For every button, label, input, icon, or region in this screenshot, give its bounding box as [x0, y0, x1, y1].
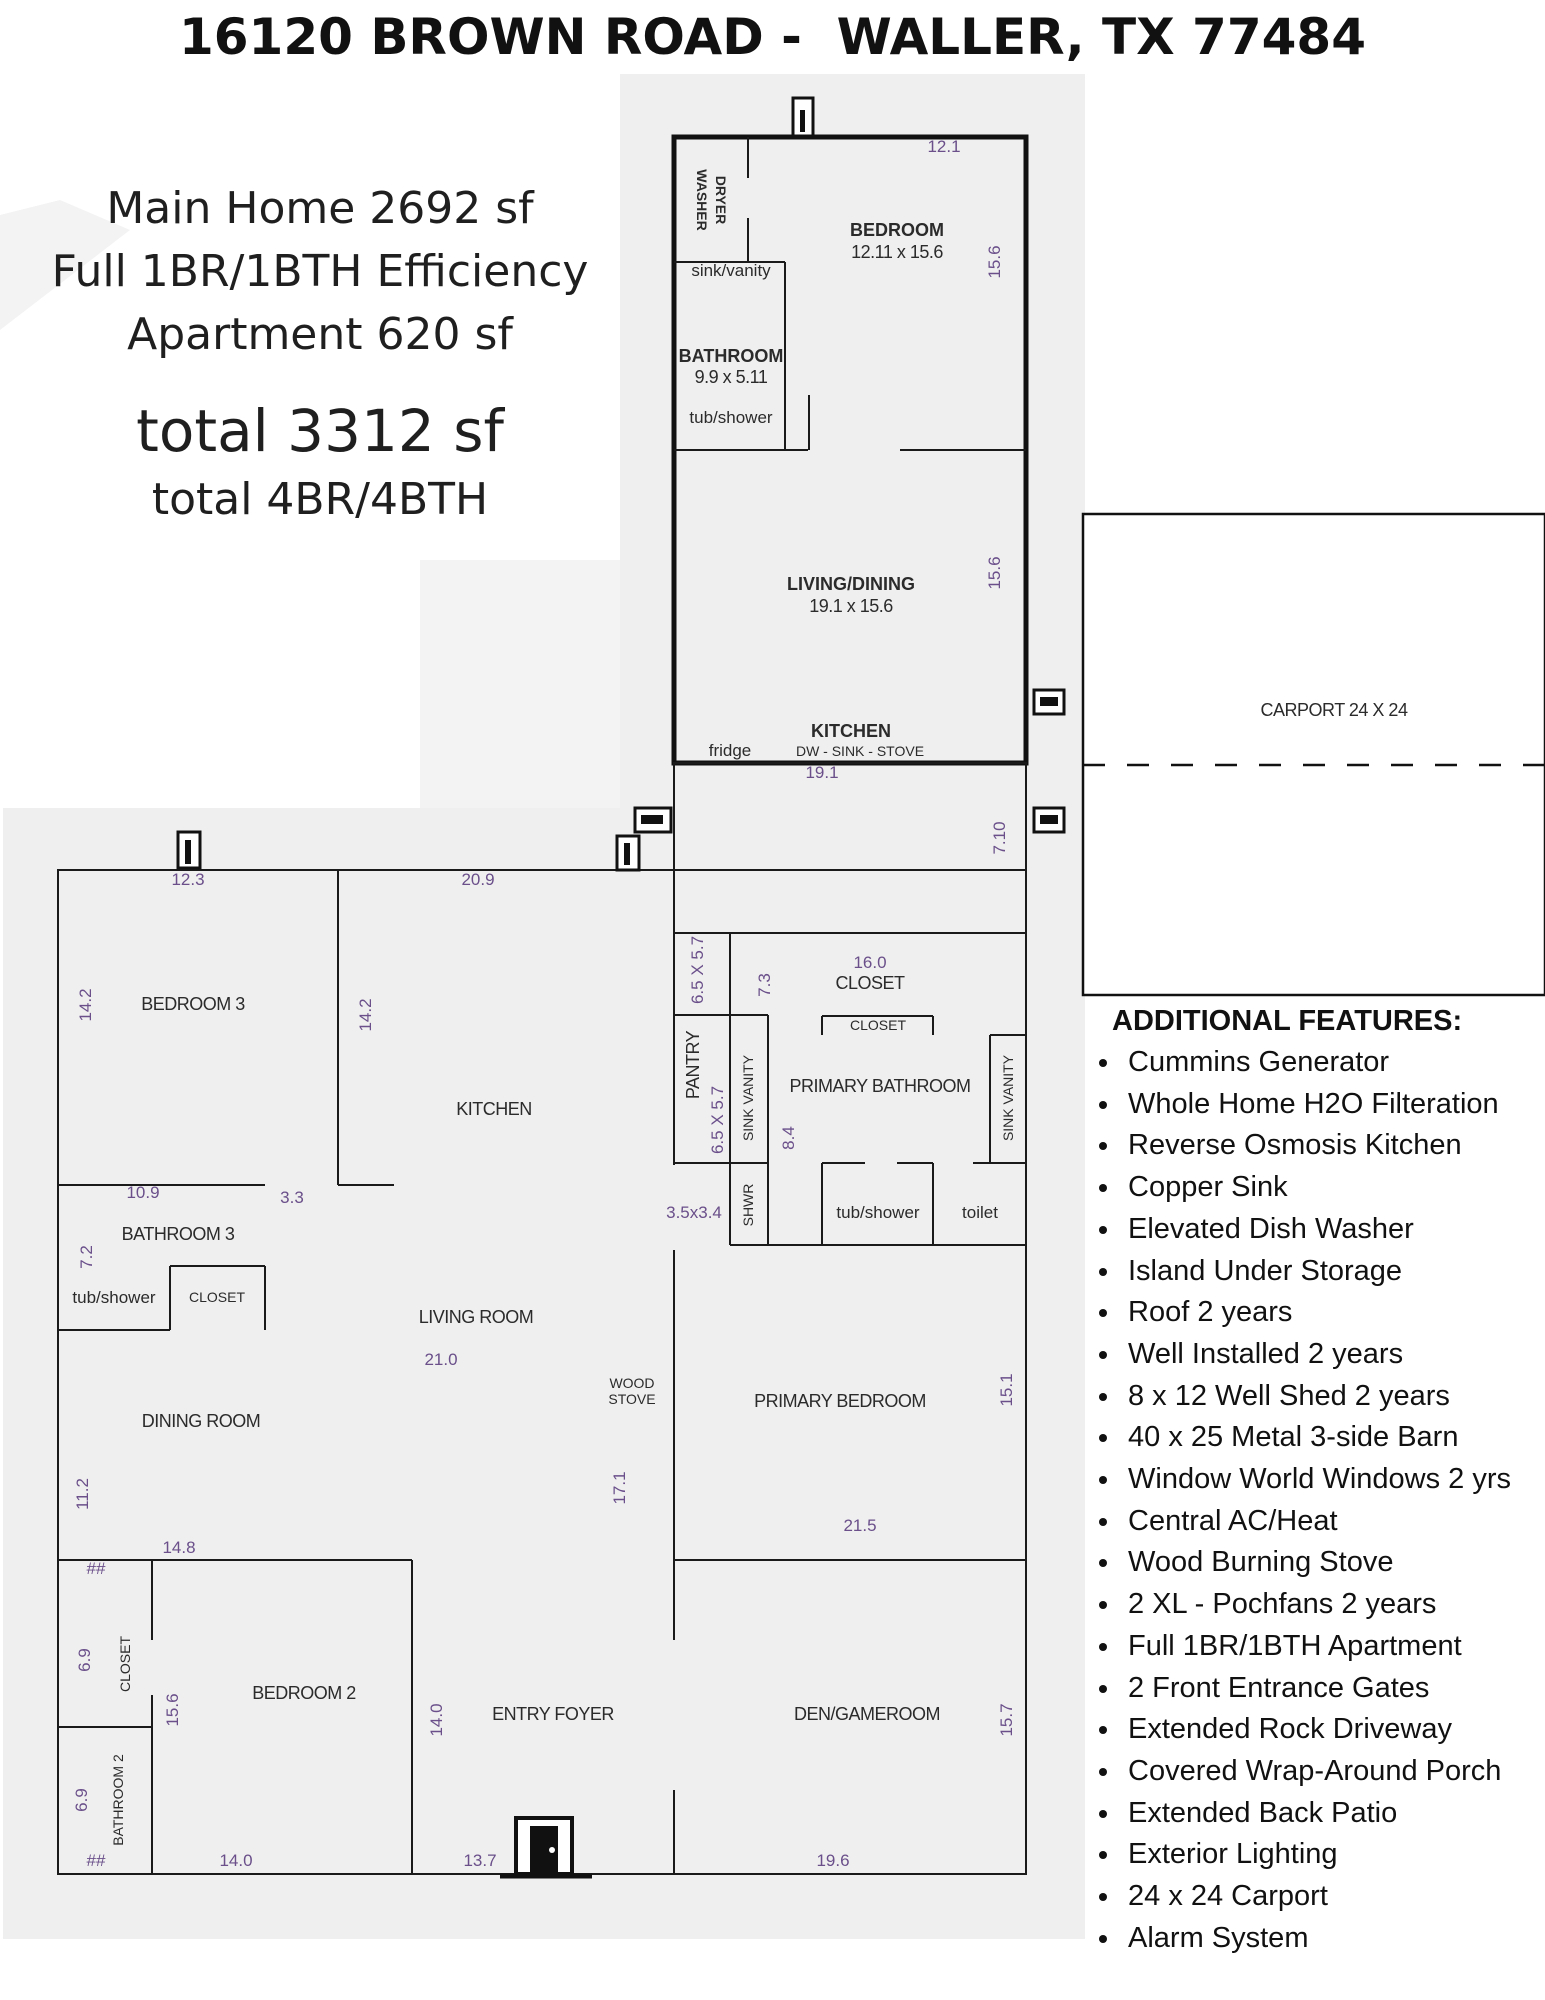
wood-stove-label-2: STOVE	[608, 1391, 656, 1407]
features-heading: ADDITIONAL FEATURES:	[1112, 1005, 1463, 1037]
washer-label: WASHER	[694, 169, 710, 231]
apt-fridge: fridge	[708, 741, 752, 760]
feature-item: • Roof 2 years	[1122, 1292, 1545, 1334]
bedroom2-dim-bottom: 14.0	[219, 1851, 253, 1870]
apt-tub-shower: tub/shower	[689, 408, 773, 427]
feature-item: • 2 Front Entrance Gates	[1122, 1668, 1545, 1710]
feature-item: • Window World Windows 2 yrs	[1122, 1459, 1545, 1501]
foyer-dim-bottom: 13.7	[463, 1851, 497, 1870]
apt-bathroom-size: 9.9 x 5.11	[694, 367, 768, 387]
bedroom3-dim-side: 14.2	[76, 988, 95, 1022]
summary-total-sf: total 3312 sf	[136, 397, 504, 465]
apt-sink-vanity: sink/vanity	[691, 261, 771, 280]
bathroom3-dim-top: 10.9	[126, 1183, 160, 1202]
additional-features	[1090, 1005, 1545, 1959]
dining-room-dim-side: 11.2	[73, 1478, 92, 1510]
bathroom2-label: BATHROOM 2	[110, 1754, 126, 1846]
apt-bedroom-dim-side: 15.6	[985, 245, 1004, 279]
den-label: DEN/GAMEROOM	[793, 1704, 941, 1724]
feature-item: • Cummins Generator	[1122, 1042, 1545, 1084]
closet-inner: CLOSET	[849, 1017, 907, 1033]
apt-kitchen-label: KITCHEN	[811, 721, 891, 741]
living-room-label: LIVING ROOM	[418, 1307, 534, 1327]
feature-item: • Reverse Osmosis Kitchen	[1122, 1125, 1545, 1167]
apt-kitchen-appliances: DW - SINK - STOVE	[795, 743, 925, 759]
primary-bedroom-label: PRIMARY BEDROOM	[754, 1391, 926, 1411]
pantry-label: PANTRY	[683, 1030, 703, 1100]
sink-vanity-left: SINK VANITY	[740, 1054, 756, 1142]
primary-bathroom-label: PRIMARY BATHROOM	[789, 1076, 971, 1096]
feature-item: • Elevated Dish Washer	[1122, 1209, 1545, 1251]
closet-dim-side: 7.3	[755, 973, 774, 997]
foyer-dim-side: 14.0	[427, 1703, 446, 1737]
apt-bedroom-size: 12.11 x 15.6	[851, 242, 943, 262]
apt-living-dim-side: 15.6	[985, 556, 1004, 590]
feature-item: • Extended Rock Driveway	[1122, 1709, 1545, 1751]
dining-room-dim-bottom: 14.8	[162, 1538, 196, 1557]
dining-room-label: DINING ROOM	[141, 1411, 261, 1431]
apt-living-label: LIVING/DINING	[786, 574, 916, 594]
bathroom2-mark-bottom: ##	[86, 1851, 106, 1870]
apt-kitchen-dim: 19.1	[805, 763, 839, 782]
hall-dim-17: 17.1	[610, 1471, 629, 1505]
feature-item: • Full 1BR/1BTH Apartment	[1122, 1626, 1545, 1668]
primary-tub: tub/shower	[836, 1203, 920, 1222]
summary-main-home: Main Home 2692 sf	[106, 183, 534, 234]
bathroom3-label: BATHROOM 3	[121, 1224, 235, 1244]
wood-stove-label-1: WOOD	[609, 1375, 655, 1391]
shower-dim: 3.5x3.4	[666, 1203, 722, 1222]
breezeway-dim: 7.10	[990, 821, 1009, 855]
feature-item: • Wood Burning Stove	[1122, 1542, 1545, 1584]
sink-vanity-right: SINK VANITY	[1000, 1054, 1016, 1142]
primary-bedroom-dim-side: 15.1	[997, 1373, 1016, 1407]
bathroom2-dim: 6.9	[72, 1788, 91, 1812]
bathroom3-closet: CLOSET	[188, 1289, 246, 1305]
feature-item: • 40 x 25 Metal 3-side Barn	[1122, 1417, 1545, 1459]
shower-label: SHWR	[740, 1183, 756, 1227]
bedroom3-label: BEDROOM 3	[141, 994, 245, 1014]
den-dim-side: 15.7	[997, 1703, 1016, 1737]
page-title: 16120 BROWN ROAD - WALLER, TX 77484	[178, 8, 1367, 66]
closet2-label: CLOSET	[117, 1635, 133, 1693]
carport-label: CARPORT 24 X 24	[1260, 700, 1408, 720]
bathroom3-tub: tub/shower	[72, 1288, 156, 1307]
feature-item: • Island Under Storage	[1122, 1251, 1545, 1293]
feature-item: • Whole Home H2O Filteration	[1122, 1084, 1545, 1126]
feature-item: • Covered Wrap-Around Porch	[1122, 1751, 1545, 1793]
primary-bath-dim: 8.4	[779, 1126, 798, 1150]
features-list	[1090, 1042, 1545, 1959]
apt-bathroom-label: BATHROOM	[678, 346, 784, 366]
pantry-dim-top: 6.5 X 5.7	[688, 935, 707, 1005]
feature-item: • Well Installed 2 years	[1122, 1334, 1545, 1376]
living-room-dim: 21.0	[424, 1350, 458, 1369]
hall-dim: 3.3	[280, 1188, 304, 1207]
entry-foyer-label: ENTRY FOYER	[492, 1704, 614, 1724]
feature-item: • 8 x 12 Well Shed 2 years	[1122, 1376, 1545, 1418]
feature-item: • 24 x 24 Carport	[1122, 1876, 1545, 1918]
kitchen-dim-side: 14.2	[356, 998, 375, 1032]
closet-dim: 16.0	[853, 953, 887, 972]
bedroom2-label: BEDROOM 2	[252, 1683, 356, 1703]
apt-living-size: 19.1 x 15.6	[809, 596, 893, 616]
pantry-dim-side: 6.5 X 5.7	[708, 1085, 727, 1155]
bathroom3-dim-side: 7.2	[77, 1245, 96, 1269]
summary-efficiency: Full 1BR/1BTH Efficiency	[51, 246, 589, 297]
closet2-dim: 6.9	[75, 1648, 94, 1672]
feature-item: • Copper Sink	[1122, 1167, 1545, 1209]
bedroom3-dim-top: 12.3	[171, 870, 205, 889]
closet-label: CLOSET	[835, 973, 905, 993]
dryer-label: DRYER	[713, 175, 729, 225]
apt-bedroom-dim-top: 12.1	[927, 137, 961, 156]
summary-total-rooms: total 4BR/4BTH	[151, 474, 489, 525]
feature-item: • Exterior Lighting	[1122, 1834, 1545, 1876]
feature-item: • 2 XL - Pochfans 2 years	[1122, 1584, 1545, 1626]
primary-bedroom-dim-bottom: 21.5	[843, 1516, 877, 1535]
bedroom2-dim-side: 15.6	[163, 1693, 182, 1727]
carport	[1083, 514, 1545, 995]
den-dim-bottom: 19.6	[816, 1851, 850, 1870]
summary-apartment: Apartment 620 sf	[127, 309, 513, 360]
kitchen-dim-top: 20.9	[461, 870, 495, 889]
kitchen-label: KITCHEN	[456, 1099, 532, 1119]
feature-item: • Alarm System	[1122, 1918, 1545, 1960]
feature-item: • Extended Back Patio	[1122, 1793, 1545, 1835]
primary-toilet: toilet	[962, 1203, 998, 1222]
apt-bedroom-label: BEDROOM	[850, 220, 944, 240]
feature-item: • Central AC/Heat	[1122, 1501, 1545, 1543]
bathroom2-mark-top: ##	[86, 1559, 106, 1578]
